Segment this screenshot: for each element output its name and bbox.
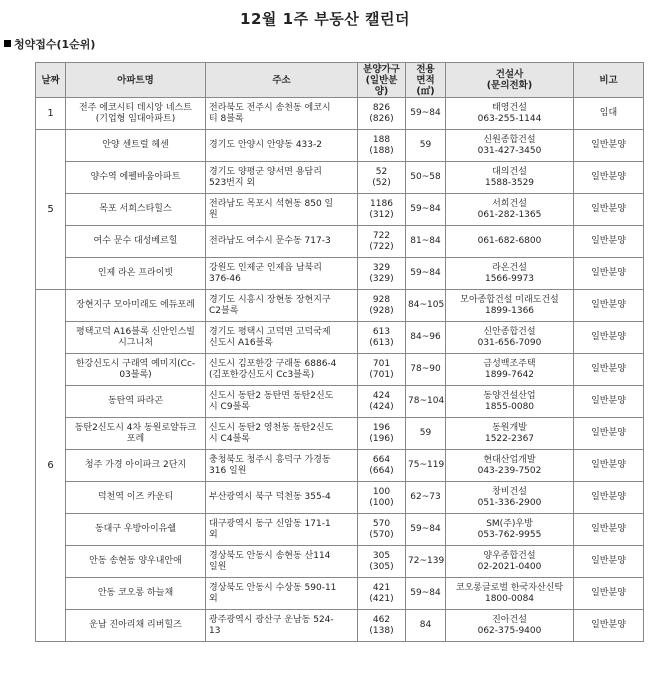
supply-cell: 570 (570) [358,514,406,546]
address-cell: 신도시 동탄2 영천동 동탄2신도 시 C4블록 [206,418,358,450]
supply-cell: 928 (928) [358,290,406,322]
supply-cell: 329 (329) [358,258,406,290]
address-cell: 경기도 평택시 고덕면 고덕국제 신도시 A16블록 [206,322,358,354]
date-cell: 6 [36,290,66,642]
apt-name-cell: 안양 센트럴 헤센 [66,130,206,162]
address-cell: 신도시 동탄2 동탄면 동탄2신도 시 C9블록 [206,386,358,418]
note-cell: 일반분양 [574,130,644,162]
note-cell: 일반분양 [574,290,644,322]
area-cell: 59~84 [406,578,446,610]
table-header-row [36,63,644,98]
header-builder: 건설사 (문의전화) [446,63,574,98]
table-row [36,418,644,450]
builder-cell: 태영건설 063-255-1144 [446,98,574,130]
apt-name-cell: 장현지구 모아미래도 에듀포레 [66,290,206,322]
header-address: 주소 [206,63,358,98]
apt-name-cell: 평택고덕 A16블록 신안인스빌 시그니처 [66,322,206,354]
address-cell: 부산광역시 북구 덕천동 355-4 [206,482,358,514]
section-label: 청약접수(1순위) [14,38,96,51]
apt-name-cell: 덕천역 이즈 카운티 [66,482,206,514]
builder-cell: 라온건설 1566-9973 [446,258,574,290]
table-row [36,386,644,418]
note-cell: 일반분양 [574,418,644,450]
table-row [36,226,644,258]
builder-cell: 현대산업개발 043-239-7502 [446,450,574,482]
address-cell: 경기도 시흥시 장현동 장현지구 C2블록 [206,290,358,322]
table-row [36,130,644,162]
calendar-table [35,62,644,642]
address-cell: 대구광역시 동구 신암동 171-1 외 [206,514,358,546]
table-row [36,450,644,482]
note-cell: 일반분양 [574,162,644,194]
builder-cell: 양우종합건설 02-2021-0400 [446,546,574,578]
table-row [36,578,644,610]
table-row [36,610,644,642]
builder-cell: 동원개발 1522-2367 [446,418,574,450]
area-cell: 78~90 [406,354,446,386]
header-area: 전용 면적 (㎡) [406,63,446,98]
table-row [36,162,644,194]
apt-name-cell: 운남 진아리채 리버힐즈 [66,610,206,642]
area-cell: 84 [406,610,446,642]
address-cell: 신도시 김포한강 구래동 6886-4 (김포한강신도시 Cc3블록) [206,354,358,386]
apt-name-cell: 전주 에코시티 데시앙 네스트 (기업형 임대아파트) [66,98,206,130]
table-row [36,194,644,226]
table-row [36,514,644,546]
builder-cell: 코오롱글로벌 한국자산신탁 1800-0084 [446,578,574,610]
address-cell: 경기도 양평군 양서면 용담리 523번지 외 [206,162,358,194]
address-cell: 전라남도 여수시 문수동 717-3 [206,226,358,258]
note-cell: 일반분양 [574,258,644,290]
area-cell: 81~84 [406,226,446,258]
area-cell: 59~84 [406,514,446,546]
table-body [36,98,644,642]
area-cell: 59 [406,418,446,450]
note-cell: 일반분양 [574,578,644,610]
section-heading [4,36,95,52]
table-row [36,546,644,578]
note-cell: 일반분양 [574,514,644,546]
apt-name-cell: 동탄2신도시 4차 동원로얄듀크 포레 [66,418,206,450]
header-supply: 분양가구 (일반분양) [358,63,406,98]
area-cell: 72~139 [406,546,446,578]
square-bullet-icon [4,40,11,47]
apt-name-cell: 여수 문수 대성베르힐 [66,226,206,258]
supply-cell: 722 (722) [358,226,406,258]
supply-cell: 196 (196) [358,418,406,450]
area-cell: 59 [406,130,446,162]
supply-cell: 664 (664) [358,450,406,482]
apt-name-cell: 동대구 우방아이유쉘 [66,514,206,546]
builder-cell: 신안종합건설 031-656-7090 [446,322,574,354]
note-cell: 일반분양 [574,226,644,258]
note-cell: 일반분양 [574,482,644,514]
page-title: 12월 1주 부동산 캘린더 [240,10,410,28]
builder-cell: 신원종합건설 031-427-3450 [446,130,574,162]
area-cell: 78~104 [406,386,446,418]
table-row [36,322,644,354]
note-cell: 일반분양 [574,546,644,578]
supply-cell: 701 (701) [358,354,406,386]
area-cell: 84~96 [406,322,446,354]
header-date: 날짜 [36,63,66,98]
apt-name-cell: 인제 라온 프라이빗 [66,258,206,290]
supply-cell: 421 (421) [358,578,406,610]
area-cell: 75~119 [406,450,446,482]
apt-name-cell: 한강신도시 구래역 예미지(Cc- 03블록) [66,354,206,386]
supply-cell: 188 (188) [358,130,406,162]
area-cell: 84~105 [406,290,446,322]
table-row [36,482,644,514]
header-note: 비고 [574,63,644,98]
supply-cell: 52 (52) [358,162,406,194]
area-cell: 59~84 [406,98,446,130]
builder-cell: 061-682-6800 [446,226,574,258]
note-cell: 일반분양 [574,194,644,226]
area-cell: 59~84 [406,194,446,226]
note-cell: 일반분양 [574,450,644,482]
address-cell: 경상북도 안동시 수상동 590-11 외 [206,578,358,610]
supply-cell: 424 (424) [358,386,406,418]
table-row [36,258,644,290]
supply-cell: 305 (305) [358,546,406,578]
note-cell: 임대 [574,98,644,130]
apt-name-cell: 양수역 에펠바움아파트 [66,162,206,194]
area-cell: 50~58 [406,162,446,194]
note-cell: 일반분양 [574,386,644,418]
supply-cell: 462 (138) [358,610,406,642]
supply-cell: 826 (826) [358,98,406,130]
apt-name-cell: 동탄역 파라곤 [66,386,206,418]
date-cell: 1 [36,98,66,130]
builder-cell: 진아건설 062-375-9400 [446,610,574,642]
apt-name-cell: 안동 송현동 양우내안애 [66,546,206,578]
note-cell: 일반분양 [574,610,644,642]
address-cell: 전라남도 목포시 석현동 850 일 원 [206,194,358,226]
note-cell: 일반분양 [574,354,644,386]
apt-name-cell: 청주 가경 아이파크 2단지 [66,450,206,482]
builder-cell: SM(주)우방 053-762-9955 [446,514,574,546]
supply-cell: 100 (100) [358,482,406,514]
header-apt-name: 아파트명 [66,63,206,98]
address-cell: 경상북도 안동시 송현동 산114 일원 [206,546,358,578]
area-cell: 59~84 [406,258,446,290]
supply-cell: 613 (613) [358,322,406,354]
address-cell: 강원도 인제군 인제읍 남북리 376-46 [206,258,358,290]
date-cell: 5 [36,130,66,290]
builder-cell: 대의건설 1588-3529 [446,162,574,194]
builder-cell: 금성백조주택 1899-7642 [446,354,574,386]
table-row [36,290,644,322]
supply-cell: 1186 (312) [358,194,406,226]
builder-cell: 동양건설산업 1855-0080 [446,386,574,418]
builder-cell: 서희건설 061-282-1365 [446,194,574,226]
apt-name-cell: 목포 서희스타힐스 [66,194,206,226]
builder-cell: 창비건설 051-336-2900 [446,482,574,514]
address-cell: 광주광역시 광산구 운남동 524- 13 [206,610,358,642]
table-row [36,98,644,130]
note-cell: 일반분양 [574,322,644,354]
address-cell: 경기도 안양시 안양동 433-2 [206,130,358,162]
address-cell: 충청북도 청주시 흥덕구 가경동 316 일원 [206,450,358,482]
area-cell: 62~73 [406,482,446,514]
apt-name-cell: 안동 코오롱 하늘채 [66,578,206,610]
builder-cell: 모아종합건설 미래도건설 1899-1366 [446,290,574,322]
table-row [36,354,644,386]
address-cell: 전라북도 전주시 송천동 에코시 티 8블록 [206,98,358,130]
